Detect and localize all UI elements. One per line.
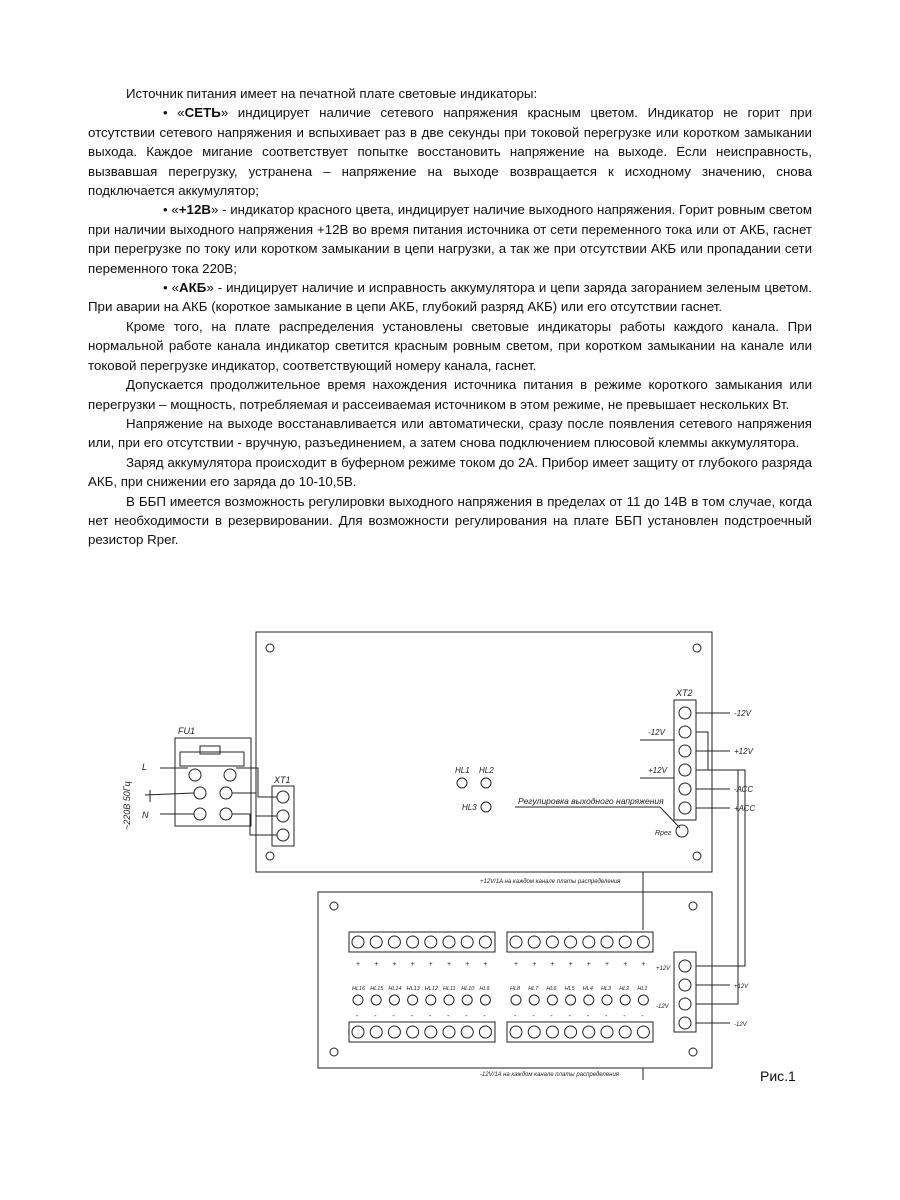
dist-top-screw — [370, 936, 382, 948]
channel-led — [529, 995, 539, 1005]
minus-mark: - — [392, 1013, 395, 1020]
dist-bottom-screw — [637, 1026, 649, 1038]
terminal-screw — [194, 787, 206, 799]
minus-mark: - — [447, 1013, 450, 1020]
minus-mark: - — [356, 1013, 359, 1020]
dist-bottom-screw — [601, 1026, 613, 1038]
hl1-led — [457, 778, 467, 788]
channel-led — [444, 995, 454, 1005]
xt2-screw — [679, 783, 691, 795]
wire-pe — [145, 793, 194, 795]
plus-mark: + — [623, 961, 628, 968]
dist-top-screw — [637, 936, 649, 948]
plus-mark: + — [447, 961, 452, 968]
plus-mark: + — [586, 961, 591, 968]
mount-hole — [689, 902, 697, 910]
plus-mark: + — [356, 961, 361, 968]
xt2-label-macc: -АСС — [734, 785, 754, 794]
dist-input-screw — [679, 998, 691, 1010]
channel-led-label: HL14 — [388, 986, 402, 992]
channel-led — [547, 995, 557, 1005]
dist-in-label-2: +12V — [734, 984, 749, 990]
dist-bottom-screw — [565, 1026, 577, 1038]
term-set: СЕТЬ — [184, 105, 221, 121]
dist-top-screw — [510, 936, 522, 948]
bullet-text: » - индикатор красного цвета, индицирует наличие выходного напряжения. Горит ровным светом при наличии выходного напряжения +12В во время питания источника от сети переменного тока или от АКБ, гаснет при перегрузке по току или коротком замыкании в цепи нагрузки, а так же при отсутствии АКБ или пропадании сети переменного тока 220В; — [88, 202, 812, 276]
channel-led-label: HL8 — [510, 986, 521, 992]
rreg-trimmer — [676, 825, 688, 837]
dist-input-screw — [679, 1017, 691, 1029]
bullet-12v — [88, 200, 812, 278]
channel-led — [511, 995, 521, 1005]
mount-hole — [330, 1048, 338, 1056]
bullet-set — [88, 103, 812, 200]
dist-top-screw — [479, 936, 491, 948]
plus-mark: + — [465, 961, 470, 968]
dist-top-screw — [528, 936, 540, 948]
terminal-screw — [189, 769, 201, 781]
channel-led — [602, 995, 612, 1005]
minus-mark: - — [465, 1013, 468, 1020]
xt1-label: XT1 — [274, 775, 291, 785]
plus-mark: + — [641, 961, 646, 968]
dist-top-screw — [425, 936, 437, 948]
minus-mark: - — [550, 1013, 553, 1020]
dist-bottom-screw — [425, 1026, 437, 1038]
paragraph-shortcircuit: Допускается продолжительное время нахождения источника питания в режиме короткого замыкания или перегрузки – мощность, потребляемая и рассеиваемая источником в этом режиме, не превышает нескольких Вт. — [88, 377, 812, 412]
dist-bottom-screw — [583, 1026, 595, 1038]
xt2-label-p12: +12V — [734, 747, 753, 756]
mount-hole — [693, 852, 701, 860]
hl2-led — [481, 778, 491, 788]
channel-led-label: HL4 — [582, 986, 593, 992]
xt1-screw — [277, 829, 289, 841]
paragraph-channels: Кроме того, на плате распределения установлены световые индикаторы работы каждого канала. При нормальной работе канала индикатор светится красным ровным светом, при коротком замыкании на канале или токовой перегрузке индикатор, соответствующий номеру канала, гаснет. — [88, 318, 812, 373]
minus-mark: - — [641, 1013, 644, 1020]
xt2-label: XT2 — [676, 688, 693, 698]
channel-led-label: HL9 — [479, 986, 490, 992]
minus-mark: - — [623, 1013, 626, 1020]
dist-top-screw — [619, 936, 631, 948]
plus-mark: + — [605, 961, 610, 968]
xt2-screw — [679, 764, 691, 776]
dist-top-screw — [583, 936, 595, 948]
hl3-label: HL3 — [462, 803, 477, 812]
terminal-screw — [220, 787, 232, 799]
rreg-label: Rрег — [655, 830, 672, 837]
minus-mark: - — [568, 1013, 571, 1020]
dist-top-screw — [388, 936, 400, 948]
hl3-led — [481, 802, 491, 812]
minus-mark: - — [514, 1013, 517, 1020]
wire-xt1-3 — [232, 814, 277, 835]
dist-bottom-screw — [388, 1026, 400, 1038]
dist-top-screw — [352, 936, 364, 948]
dist-bottom-screw — [619, 1026, 631, 1038]
terminal-screw — [220, 808, 232, 820]
plus-mark: + — [410, 961, 415, 968]
dist-top-screw — [461, 936, 473, 948]
dist-bottom-screw — [352, 1026, 364, 1038]
xt2-screw — [679, 726, 691, 738]
fuse-label: FU1 — [178, 726, 196, 736]
dist-top-screw — [443, 936, 455, 948]
quote-open: « — [177, 105, 185, 121]
bullet-text: » индицирует наличие сетевого напряжения красным цветом. Индикатор не горит при отсутствии сетевого напряжения и вспыхивает раз в две секунды при токовой перегрузке или коротком замыкании выхода. Каждое мигание соответствует попытке восстановить напряжение на выходе. Если неисправность, вызвавшая перегрузку, устранена – напряжение на выходе возвращается к исходному значению, снова подключается аккумулятор; — [88, 105, 812, 199]
xt2-side-p12: +12V — [648, 766, 667, 775]
xt2-screw — [679, 802, 691, 814]
term-akb: АКБ — [179, 280, 207, 296]
wire-xt1-2 — [232, 793, 277, 816]
minus-mark: - — [483, 1013, 486, 1020]
dist-in-label-1: +12V — [656, 966, 671, 972]
dist-in-label-3: -12V — [656, 1004, 669, 1010]
dist-input-block — [674, 952, 696, 1032]
channel-led-label: HL6 — [546, 986, 557, 992]
paragraph-intro: Источник питания имеет на печатной плате световые индикаторы: — [126, 86, 538, 101]
channel-led-label: HL15 — [370, 986, 384, 992]
channel-led — [389, 995, 399, 1005]
minus-mark: - — [428, 1013, 432, 1020]
mount-hole — [689, 1048, 697, 1056]
channel-led-label: HL5 — [564, 986, 575, 992]
mount-hole — [266, 644, 274, 652]
main-board — [256, 632, 712, 872]
dist-bottom-screw — [528, 1026, 540, 1038]
terminal-screw — [194, 808, 206, 820]
regulation-label: Регулировка выходного напряжения — [518, 796, 664, 806]
channel-led — [480, 995, 490, 1005]
dist-bottom-note: -12V/1A на каждом канале платы распределения — [480, 1072, 619, 1078]
dist-bottom-screw — [546, 1026, 558, 1038]
paragraph-regulation: В ББП имеется возможность регулировки выходного напряжения в пределах от 11 до 14В в том случае, когда нет необходимости в резервировании. Для возможности регулирования на плате ББП установлен подстроечный резистор Rрег. — [88, 493, 812, 548]
xt1-screw — [277, 791, 289, 803]
mount-hole — [330, 902, 338, 910]
channel-led — [620, 995, 630, 1005]
plus-mark: + — [374, 961, 379, 968]
channel-led-label: HL16 — [352, 986, 366, 992]
minus-mark: - — [410, 1013, 413, 1020]
paragraph-restore: Напряжение на выходе восстанавливается или автоматически, сразу после появления сетевого напряжения или, при его отсутствии - вручную, разъединением, а затем снова подключением плюсовой клеммы аккумулятора. — [88, 415, 812, 451]
dist-bottom-screw — [407, 1026, 419, 1038]
channel-led — [371, 995, 381, 1005]
dist-bottom-screw — [370, 1026, 382, 1038]
dist-bottom-screw — [461, 1026, 473, 1038]
dist-top-screw — [407, 936, 419, 948]
body-text — [88, 84, 812, 550]
plus-mark: + — [483, 961, 488, 968]
xt2-side-m12: -12V — [648, 728, 665, 737]
dist-top-screw — [546, 936, 558, 948]
mains-label: ~220В 50Гц — [122, 781, 132, 830]
wire-minus12 — [696, 770, 738, 1004]
plus-mark: + — [428, 961, 433, 968]
dist-bottom-screw — [510, 1026, 522, 1038]
channel-led-label: HL11 — [443, 986, 456, 992]
dist-input-screw — [679, 960, 691, 972]
quote-open: « — [171, 280, 180, 296]
hl2-label: HL2 — [479, 766, 494, 775]
dist-bottom-screw — [479, 1026, 491, 1038]
fuse-block — [175, 738, 251, 826]
bullet-mark: • — [163, 105, 168, 121]
channel-led-label: HL2 — [619, 986, 630, 992]
terminal-screw — [224, 769, 236, 781]
figure-caption: Рис.1 — [760, 1068, 796, 1084]
xt2-label-pacc: +АСС — [734, 804, 756, 813]
channel-led — [408, 995, 418, 1005]
bullet-mark: • — [163, 280, 168, 296]
dist-bottom-screw — [443, 1026, 455, 1038]
minus-mark: - — [605, 1013, 608, 1020]
mount-hole — [693, 644, 701, 652]
quote-open: « — [171, 202, 179, 218]
bullet-text: » - индицирует наличие и исправность аккумулятора и цепи заряда загоранием зеленым цветом. При аварии на АКБ (короткое замыкание в цепи АКБ, глубокий разряд АКБ) или его отсутствии гаснет. — [88, 280, 812, 315]
dist-top-screw — [565, 936, 577, 948]
plus-mark: + — [568, 961, 573, 968]
channel-led-label: HL1 — [637, 986, 648, 992]
dist-top-note: +12V/1A на каждом канале платы распределения — [480, 879, 621, 885]
xt2-screw — [679, 745, 691, 757]
term-12v: +12В — [178, 202, 211, 218]
channel-led — [426, 995, 436, 1005]
xt2-screw — [679, 707, 691, 719]
bullet-mark: • — [163, 202, 168, 218]
channel-led — [462, 995, 472, 1005]
dist-input-screw — [679, 979, 691, 991]
xt2-label-m12: -12V — [734, 709, 751, 718]
channel-led-label: HL7 — [528, 986, 539, 992]
wiring-diagram — [0, 630, 900, 1090]
minus-mark: - — [374, 1013, 377, 1020]
channel-led — [566, 995, 576, 1005]
channel-led — [638, 995, 648, 1005]
label-n: N — [142, 810, 149, 820]
plus-mark: + — [550, 961, 555, 968]
hl1-label: HL1 — [455, 766, 470, 775]
channel-led — [353, 995, 363, 1005]
dist-top-screw — [601, 936, 613, 948]
xt1-screw — [277, 810, 289, 822]
regulation-leader — [660, 807, 680, 828]
channel-led-label: HL10 — [461, 986, 475, 992]
plus-mark: + — [392, 961, 397, 968]
channel-led-label: HL13 — [406, 986, 420, 992]
paragraph-charge: Заряд аккумулятора происходит в буферном режиме током до 2А. Прибор имеет защиту от глубокого разряда АКБ, при снижении его заряда до 10-10,5В. — [88, 454, 812, 490]
minus-mark: - — [586, 1013, 590, 1020]
channel-led-label: HL12 — [424, 986, 438, 992]
bullet-akb — [88, 278, 812, 317]
channel-led-label: HL3 — [601, 986, 612, 992]
plus-mark: + — [514, 961, 519, 968]
distribution-terminals — [349, 932, 653, 1042]
dist-in-label-4: -12V — [734, 1022, 747, 1028]
minus-mark: - — [532, 1013, 535, 1020]
label-l: L — [142, 762, 148, 772]
mount-hole — [266, 852, 274, 860]
fuse — [200, 746, 220, 754]
plus-mark: + — [532, 961, 537, 968]
channel-led — [584, 995, 594, 1005]
